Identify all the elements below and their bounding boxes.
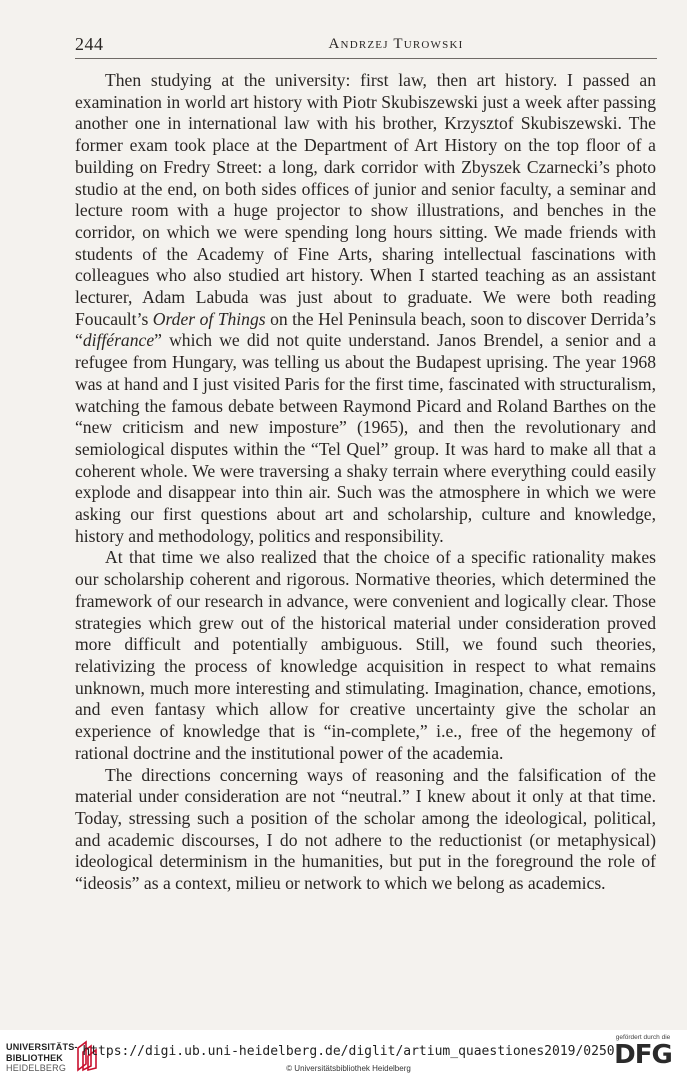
text-run: Then studying at the university: first law, then art history. I passed an examination in world art history with Piotr Skubiszewski just a week after passing another one in international law with his brother, Krzysztof Skubiszewski. The former exam took place at the Department of Art History on the top floor of a building on Fredry Street: a long, dark corridor with Zbyszek Czarnecki’s photo studio at the end, on both sides offices of junior and senior faculty, a seminar and lecture room with a huge projector to show illustrations, and benches in the corridor, on which we were spending long hours sitting. We made friends with students of the Academy of Fine Arts, sharing intellectual fascinations with colleagues who also studied art history. When I started teaching as an assistant lecturer, Adam Labuda was just about to graduate. We were both reading Foucault’s <box>75 70 656 329</box>
funder-logo[interactable] <box>609 1034 677 1078</box>
term-italic: différance <box>82 330 155 351</box>
text-run: ” which we did not quite understand. Janos Brendel, a senior and a refugee from Hungary, was telling us about the Budapest uprising. The year 1968 was at hand and I just visited Paris for the first time, fascinated with structuralism, watching the famous debate between Raymond Picard and Roland Barthes on the “new criticism and new imposture” (1965), and then the revolutionary and semiological disputes within the “Tel Quel” group. It was hard to make all that a coherent whole. We were traversing a shaky terrain where everything could easily explode and disappear into thin air. Such was the atmosphere in which we were asking our first questions about art and scholarship, culture and knowledge, history and methodology, politics and responsibility. <box>75 330 656 546</box>
page-header <box>75 30 657 59</box>
copyright-notice: © Universitätsbibliothek Heidelberg <box>286 1064 411 1073</box>
body-text <box>75 70 656 895</box>
digitization-footer <box>0 1030 687 1082</box>
permalink-url[interactable]: https://digi.ub.uni-heidelberg.de/diglit/artium_quaestiones2019/0250 <box>82 1044 615 1059</box>
paragraph-3 <box>75 765 656 895</box>
text-run: The directions concerning ways of reasoning and the falsification of the material under consideration are not “neutral.” I knew about it only at that time. Today, stressing such a position of the scholar among the ideological, political, and academic discourses, I do not adhere to the reductionist (or metaphysical) ideological determinism in the humanities, but put in the foreground the role of “ideosis” as a context, milieu or network to which we belong as academics. <box>75 764 656 894</box>
paragraph-2 <box>75 547 656 764</box>
dfg-logo-icon: DFG <box>614 1040 672 1070</box>
library-name-line: HEIDELBERG <box>6 1063 67 1073</box>
book-title: Order of Things <box>152 308 266 329</box>
library-name-line: UNIVERSITÄTS- <box>6 1042 78 1052</box>
running-head: Andrzej Turowski <box>328 36 464 52</box>
paragraph-1 <box>75 70 656 547</box>
page-number: 244 <box>75 34 104 54</box>
funder-caption: gefördert durch die <box>615 1034 671 1041</box>
text-run: At that time we also realized that the choice of a specific rationality makes our scholarship coherent and rigorous. Normative theories, which determined the framework of our research in advance, were convenient and logically clear. Those strategies which grew out of the historical material under consideration proved more difficult and potentially ambiguous. Still, we found such theories, relativizing the process of knowledge acquisition in respect to what remains unknown, much more interesting and stimulating. Imagination, chance, emotions, and even fantasy which allow for creative uncertainty give the scholar an experience of knowledge that is “in-complete,” i.e., free of the hegemony of rational doctrine and the institutional power of the academia. <box>75 547 656 763</box>
library-name-line: BIBLIOTHEK <box>6 1052 63 1063</box>
text-run: on the Hel Peninsula beach, soon to discover Derrida’s “ <box>75 308 657 351</box>
